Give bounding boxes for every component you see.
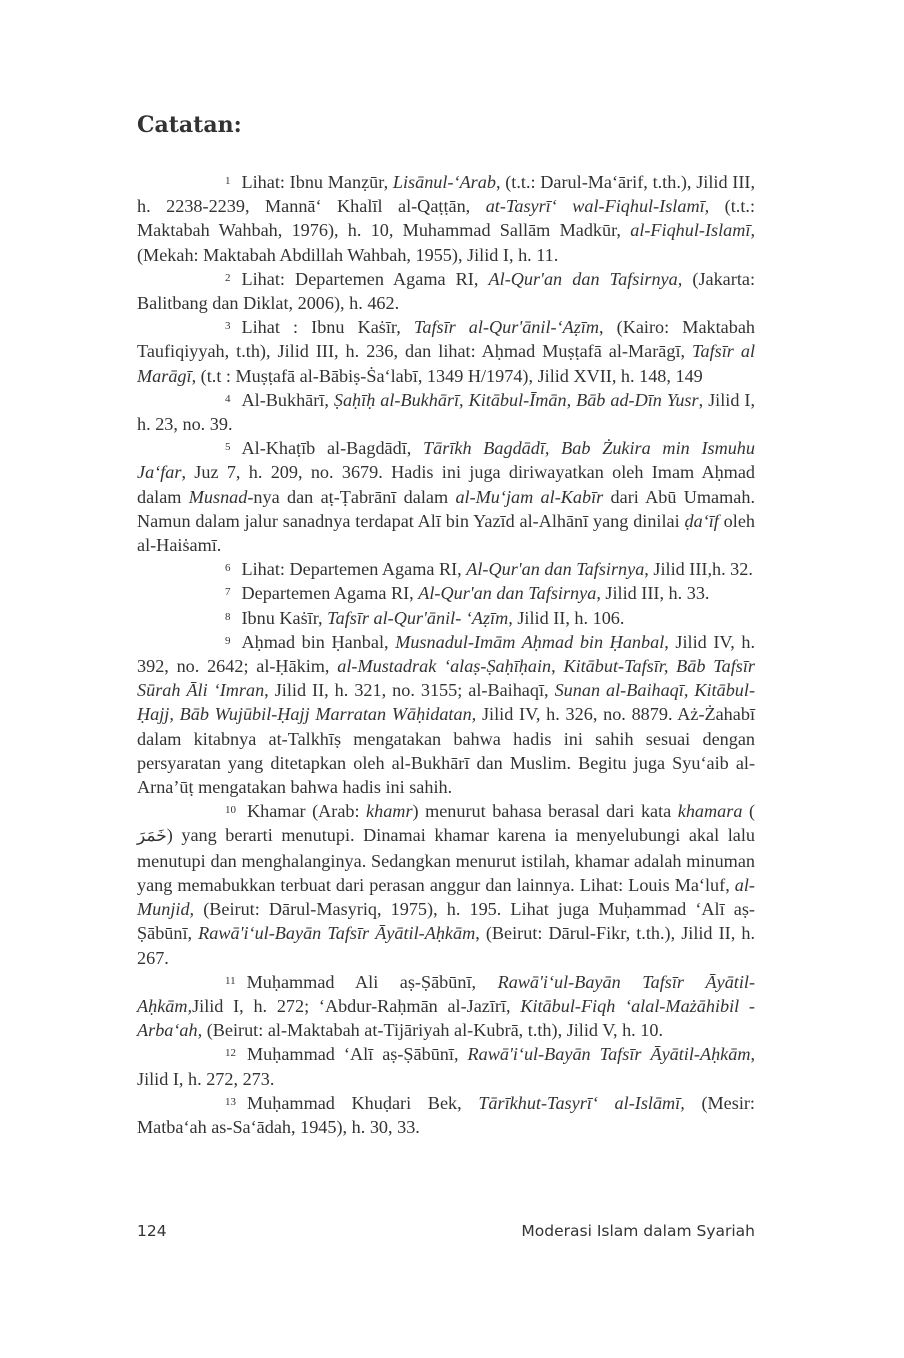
endnote-text: , Jilid IV, h. 392, no. 2642; al-Ḥākim, [137,631,755,677]
endnote [137,436,755,557]
endnote-italic-text: Musnadul-Imām Aḥmad bin Ḥanbal [395,631,665,652]
endnote-text: Muḥammad ‘Alī aṣ-Ṣābūnī, [247,1044,468,1065]
endnote-text: , Juz 7, h. 209, no. 3679. Hadis ini juga diriwayatkan oleh Imam Aḥmad dalam [137,462,755,507]
endnote [137,315,755,388]
endnote-text: , (t.t : Muṣṭafā al-Bābiṣ-Ṡa‘labī, 1349 H/1974), Jilid XVII, h. 148, 149 [191,365,703,386]
endnote-text: , (Beirut: Dārul-Fikr, t.th.), Jilid II, h. 267. [137,923,756,968]
endnote-text: (Mesir: Matba‘ah as-Sa‘ādah, 1945), h. 30, 33. [137,1092,755,1137]
endnote [137,581,755,605]
endnote-text: (Mekah: Maktabah Abdillah Wahbah, 1955), Jilid I, h. 11. [137,244,559,265]
endnote-text: Jilid IV, h. 326, no. 8879. Aż-Żahabī dalam kitabnya at-Talkhīṣ mengatakan bahwa hadis ini sahih sesuai dengan persyaratan yang ditetapkan oleh al-Bukhārī dan Muslim. Begitu juga Syu‘aib al-Arna’ūṭ mengatakan bahwa hadis ini sahih. [137,704,755,798]
section-heading: Catatan: [137,112,242,138]
endnote-text: , Jilid II, h. 321, no. 3155; al-Baihaqī, [264,680,555,701]
endnote-number: 1 [225,175,231,187]
endnote-italic-text: ḍa‘īf [684,510,719,531]
endnote-number: 2 [225,271,231,284]
endnote-text: , Jilid I, h. 272, 273. [137,1044,756,1089]
endnote [137,170,755,267]
endnote [137,630,755,799]
endnote-text: , Jilid I, h. 23, no. 39. [137,389,756,435]
endnote-text: Muḥammad Khuḍari Bek, [247,1092,479,1113]
endnote [137,557,755,581]
endnote-text: Lihat : Ibnu Kaṡīr, [241,317,414,338]
endnote-italic-text: Tafsīr al Marāgī [137,341,755,386]
endnote-italic-text: al-Mustadrak ‘alaṣ-Ṣaḥīḥain [337,656,552,677]
endnote-text: Muḥammad Ali aṣ-Ṣābūnī, [246,971,498,992]
endnote-italic-text: Tafsīr al-Qur'ānil- ‘Aẓīm, [327,607,513,628]
endnote-text: , (Kairo: Maktabah Taufiqiyyah, t.th), Jilid III, h. 236, dan lihat: Aḥmad Muṣṭafā al-Marāgī, [137,317,755,362]
endnote-text: Jilid II, h. 106. [512,607,625,628]
endnote-text: ) menurut bahasa berasal dari kata [412,801,678,822]
endnote-italic-text: at-Tasyrī‘ wal-Fiqhul-Islamī, [485,196,710,217]
endnote-italic-text: al-Munjid, [137,874,755,920]
endnote-italic-text: Tārīkhut-Tasyrī‘ al-Islāmī, [478,1092,685,1113]
endnote-number: 4 [225,392,231,405]
endnote [137,799,755,969]
endnote-italic-text: al-Fiqhul-Islamī, [630,220,755,241]
endnote-text: Lihat: Departemen Agama RI, [241,268,489,289]
endnote-text: Lihat: Ibnu Manẓūr, [241,172,393,192]
endnote-italic-text: Kitābut-Tafsīr, Bāb Tafsīr Sūrah Āli ‘Imran [137,656,755,701]
endnote-number: 10 [225,804,236,817]
endnote-text: Aḥmad bin Ḥanbal, [241,631,396,652]
page-footer [137,1222,755,1246]
endnote-text: (t.t.: Maktabah Wahbah, 1976), h. 10, Muhammad Sallām Madkūr, [137,196,755,241]
endnote-number: 13 [225,1095,236,1108]
endnote-text: ( [742,801,755,822]
endnote [137,267,755,315]
endnote-number: 3 [225,320,231,333]
endnote-text: , Jilid III, h. 33. [596,583,710,604]
endnote [137,970,755,1043]
endnote-italic-text: Ṣaḥīḥ al-Bukhārī, Kitābul-Īmān, Bāb ad-Dīn Yusr [333,389,699,410]
endnote-text: Jilid I, h. 272; ‘Abdur-Raḥmān al-Jazīrī, [192,995,521,1016]
endnotes-list [137,170,755,1139]
endnote-italic-text: al-Mu‘jam al-Kabīr [455,486,604,507]
endnote-text: (Beirut: al-Maktabah at-Tijāriyah al-Kubrā, t.th), Jilid V, h. 10. [202,1020,664,1041]
endnote-italic-text: khamara [677,801,743,822]
endnote-text: , Jilid III,h. 32. [644,559,753,580]
endnote-text: , [551,656,564,677]
endnote-text: (Beirut: Dārul-Masyriq, 1975), h. 195. Lihat juga Muḥammad ‘Alī aṣ-Ṣābūnī, [137,899,755,944]
endnote-text: ) yang berarti menutupi. Dinamai khamar karena ia menyelubungi akal lalu menutupi dan menghalanginya. Sedangkan menurut istilah, khamar adalah minuman yang memabukkan terbuat dari perasan anggur dan lainnya. Lihat: Louis Ma‘luf, [137,825,755,895]
endnote-text: Al-Bukhārī, [241,389,334,410]
endnote-number: 9 [225,634,231,647]
endnote-text: dari Abū Umamah. Namun dalam jalur sanadnya terdapat Alī bin Yazīd al-Alhānī yang dinilai [137,486,755,531]
endnote-number: 8 [225,610,231,623]
endnote-italic-text: Rawā'i‘ul-Bayān Tafsīr Āyātil-Aḥkām, [137,971,756,1016]
endnote-italic-text: khamr [366,801,413,822]
endnote-italic-text: Rawā'i‘ul-Bayān Tafsīr Āyātil-Aḥkām [467,1044,751,1065]
endnote [137,606,755,630]
endnote-arabic-text: خَمَرَ [137,826,167,847]
endnote-italic-text: Tafsīr al-Qur'ānil-‘Aẓīm [413,317,599,338]
endnote-italic-text: Al-Qur'an dan Tafsirnya [466,559,645,580]
endnote-number: 12 [225,1047,236,1060]
endnote-italic-text: Al-Qur'an dan Tafsirnya, [488,268,683,289]
running-title: Moderasi Islam dalam Syariah [521,1222,755,1240]
endnote-number: 5 [225,441,231,454]
endnote-text: -nya dan aṭ-Ṭabrānī dalam [247,486,456,507]
endnote-italic-text: Lisānul-‘Arab [392,172,496,192]
endnote [137,1042,755,1090]
endnote-text: Khamar (Arab: [247,801,367,822]
endnote-italic-text: Sunan al-Baihaqī, Kitābul-Ḥajj, Bāb Wujūbil-Ḥajj Marratan Wāḥidatan, [137,680,755,725]
endnote-italic-text: Kitābul-Fiqh ‘alal-Mażāhibil -Arba‘ah, [137,995,755,1041]
endnote-italic-text: Musnad [188,486,248,507]
endnote-text: (Jakarta: Balitbang dan Diklat, 2006), h. 462. [137,268,755,314]
endnote-italic-text: Tārīkh Bagdādī, Bab Żukira min Ismuhu Ja‘far [137,438,755,483]
endnote-number: 6 [225,562,231,575]
endnote-text: Al-Khaṭīb al-Bagdādī, [241,438,424,459]
endnote-text: , (t.t.: Darul-Ma‘ārif, t.th.), Jilid III, h. 2238-2239, Mannā‘ Khalīl al-Qaṭṭān, [137,172,755,217]
endnote-text: Ibnu Kaṡīr, [241,607,328,628]
endnote-italic-text: Al-Qur'an dan Tafsirnya [418,583,597,604]
endnote-text: Departemen Agama RI, [241,583,419,604]
page-number: 124 [137,1222,167,1240]
endnote-italic-text: Rawā'i‘ul-Bayān Tafsīr Āyātil-Aḥkām [198,923,476,944]
endnote-number: 11 [225,974,236,987]
endnote-number: 7 [225,586,231,599]
endnote-text: oleh al-Haiṡamī. [137,510,755,556]
endnote [137,1091,755,1139]
endnote-text: Lihat: Departemen Agama RI, [241,559,467,580]
endnote [137,388,755,436]
